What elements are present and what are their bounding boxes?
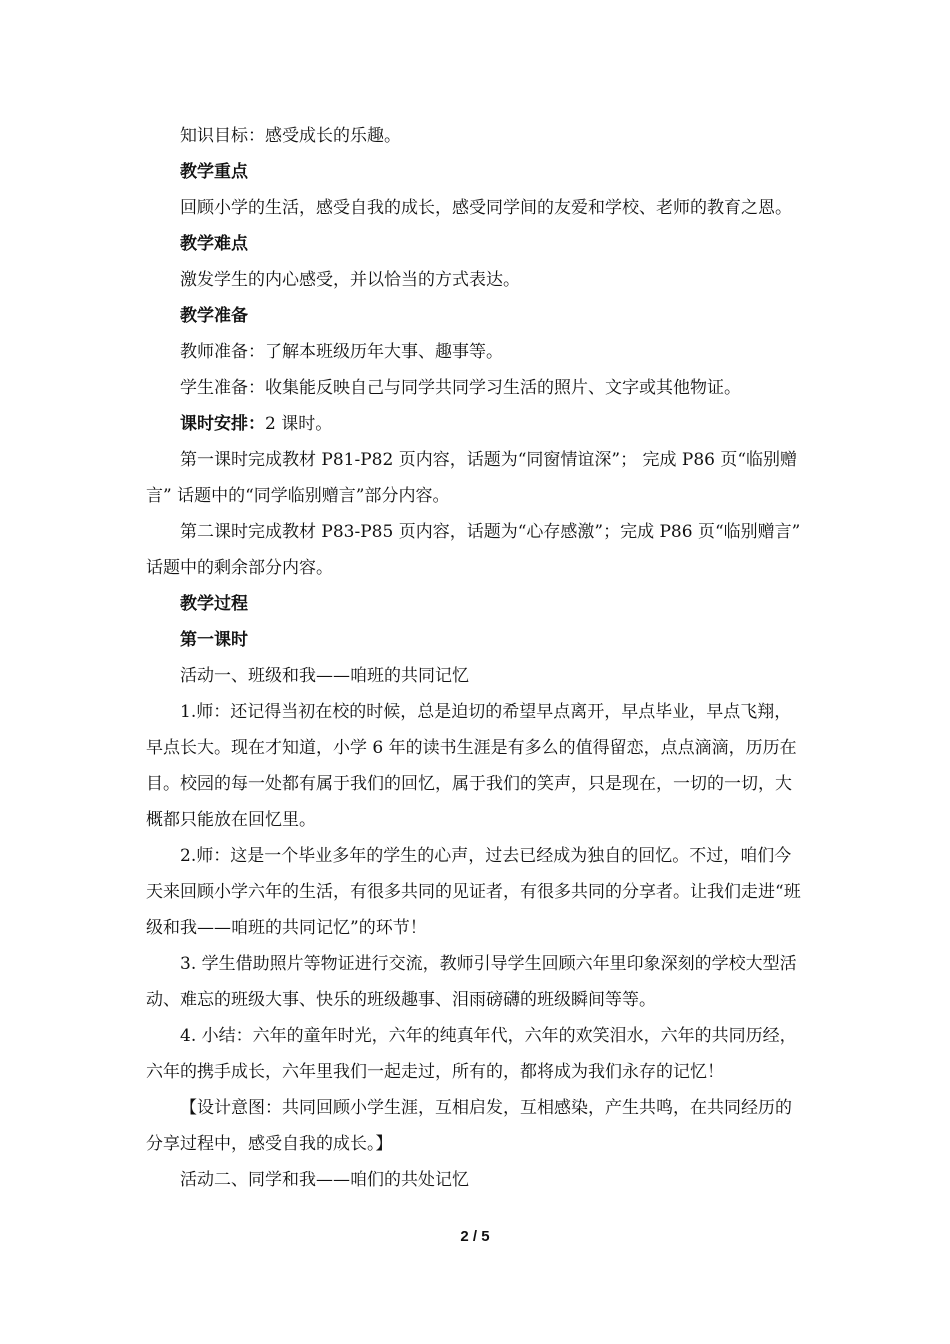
paragraph [146, 406, 806, 442]
paragraph-text: 第一课时完成教材 P81-P82 页内容，话题为“同窗情谊深”； 完成 P86 页“临别赠言” 话题中的“同学临别赠言”部分内容。 [146, 450, 798, 506]
paragraph [146, 190, 806, 226]
paragraph [146, 658, 806, 694]
section-heading [146, 298, 806, 334]
page-number: 2 / 5 [460, 1228, 490, 1245]
paragraph [146, 118, 806, 154]
paragraph-text: 教学准备 [180, 306, 248, 326]
paragraph [146, 370, 806, 406]
paragraph [146, 1162, 806, 1198]
paragraph-text: 教师准备：了解本班级历年大事、趣事等。 [180, 342, 503, 362]
paragraph [146, 442, 806, 514]
paragraph [146, 838, 806, 946]
paragraph-text: 教学难点 [180, 234, 248, 254]
paragraph-text: 教学过程 [180, 594, 248, 614]
paragraph-text: 第二课时完成教材 P83-P85 页内容，话题为“心存感激”；完成 P86 页“临别赠言” 话题中的剩余部分内容。 [146, 522, 801, 578]
paragraph [146, 262, 806, 298]
section-heading [146, 622, 806, 658]
paragraph-text: 激发学生的内心感受，并以恰当的方式表达。 [180, 270, 520, 290]
paragraph-text: 2 课时。 [265, 414, 333, 434]
paragraph-text: 回顾小学的生活，感受自我的成长，感受同学间的友爱和学校、老师的教育之恩。 [180, 198, 792, 218]
paragraph-label: 课时安排： [180, 414, 265, 434]
paragraph [146, 1090, 806, 1162]
section-heading [146, 586, 806, 622]
paragraph-text: 活动二、同学和我——咱们的共处记忆 [180, 1170, 469, 1190]
paragraph-text: 第一课时 [180, 630, 248, 650]
section-heading [146, 226, 806, 262]
section-heading [146, 154, 806, 190]
paragraph-text: 学生准备：收集能反映自己与同学共同学习生活的照片、文字或其他物证。 [180, 378, 741, 398]
paragraph-text: 2.师：这是一个毕业多年的学生的心声，过去已经成为独自的回忆。不过，咱们今天来回顾小学六年的生活，有很多共同的见证者，有很多共同的分享者。让我们走进“班级和我——咱班的共同记忆”的环节！ [146, 846, 801, 938]
paragraph-text: 教学重点 [180, 162, 248, 182]
paragraph-text: 活动一、班级和我——咱班的共同记忆 [180, 666, 469, 686]
paragraph [146, 334, 806, 370]
paragraph-text: 3. 学生借助照片等物证进行交流，教师引导学生回顾六年里印象深刻的学校大型活动、难忘的班级大事、快乐的班级趣事、泪雨磅礴的班级瞬间等等。 [146, 954, 797, 1010]
paragraph [146, 1018, 806, 1090]
paragraph-text: 4. 小结：六年的童年时光，六年的纯真年代，六年的欢笑泪水，六年的共同历经，六年的携手成长，六年里我们一起走过，所有的，都将成为我们永存的记忆！ [146, 1026, 797, 1082]
paragraph [146, 694, 806, 838]
paragraph-text: 【设计意图：共同回顾小学生涯，互相启发，互相感染，产生共鸣，在共同经历的分享过程中，感受自我的成长。】 [146, 1098, 792, 1154]
document-body [146, 118, 806, 1198]
paragraph-text: 1.师：还记得当初在校的时候，总是迫切的希望早点离开，早点毕业，早点飞翔，早点长大。现在才知道，小学 6 年的读书生涯是有多么的值得留恋，点点滴滴，历历在目。校园的每一处都有属于我们的回忆，属于我们的笑声，只是现在，一切的一切，大概都只能放在回忆里。 [146, 702, 797, 830]
paragraph [146, 514, 806, 586]
paragraph [146, 946, 806, 1018]
paragraph-text: 知识目标：感受成长的乐趣。 [180, 126, 401, 146]
